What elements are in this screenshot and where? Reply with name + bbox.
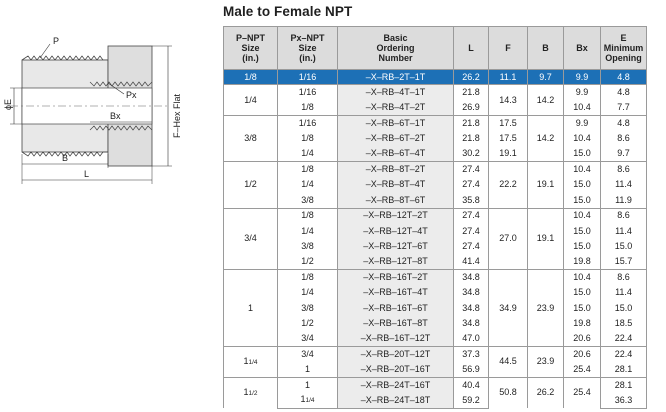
px-size-cell: 3/4 [278, 331, 338, 346]
p-size-fraction: 1/4 [248, 358, 258, 366]
f-cell: 27.0 [489, 208, 528, 270]
ordering-number-cell: –X–RB–12T–8T [338, 254, 454, 269]
l-label: L [84, 169, 90, 179]
b-label: B [62, 153, 69, 163]
px-size-cell: 1/8 [278, 270, 338, 285]
e-cell: 8.6 [601, 270, 647, 285]
l-cell: 21.8 [454, 131, 489, 146]
px-size-cell: 3/8 [278, 193, 338, 208]
f-cell: 11.1 [489, 70, 528, 85]
px-size-fraction: 1/4 [305, 397, 315, 405]
f-label: F–Hex Flat [172, 93, 182, 138]
b-cell: 9.7 [528, 70, 564, 85]
e-cell: 7.7 [601, 100, 647, 115]
l-cell: 21.8 [454, 116, 489, 131]
bx-cell: 15.0 [564, 223, 601, 238]
f-cell: 17.5 [489, 116, 528, 131]
bx-label: Bx [110, 111, 121, 121]
px-size-cell: 1/16 [278, 116, 338, 131]
bx-cell: 9.9 [564, 116, 601, 131]
table-row [224, 316, 647, 331]
header-px-npt-line3: (in.) [299, 53, 316, 63]
table-row [224, 362, 647, 377]
table-row [224, 162, 647, 177]
px-size-cell: 1/16 [278, 85, 338, 100]
header-ordering-number [338, 27, 454, 70]
bx-cell: 25.4 [564, 362, 601, 377]
header-e [601, 27, 647, 70]
px-size-cell: 3/4 [278, 347, 338, 362]
ordering-number-cell: –X–RB–12T–6T [338, 239, 454, 254]
header-p-npt-line1: P–NPT [235, 33, 265, 43]
l-cell: 27.4 [454, 239, 489, 254]
header-f: F [489, 27, 528, 70]
table-row [224, 254, 647, 269]
bx-cell: 10.4 [564, 208, 601, 223]
ordering-number-cell: –X–RB–6T–2T [338, 131, 454, 146]
bx-cell: 10.4 [564, 100, 601, 115]
table-row [224, 193, 647, 208]
l-cell: 41.4 [454, 254, 489, 269]
fitting-drawing [0, 30, 215, 185]
l-cell: 56.9 [454, 362, 489, 377]
ordering-number-cell: –X–RB–24T–18T [338, 393, 454, 408]
px-size-cell: 1/4 [278, 223, 338, 238]
l-cell: 35.8 [454, 193, 489, 208]
page-title: Male to Female NPT [223, 4, 353, 19]
bx-cell: 20.6 [564, 347, 601, 362]
header-ordering-line2: Ordering [376, 43, 415, 53]
header-p-npt [224, 27, 278, 70]
l-cell: 34.8 [454, 285, 489, 300]
table-row [224, 116, 647, 131]
b-cell: 23.9 [528, 347, 564, 378]
e-cell: 11.4 [601, 285, 647, 300]
p-size-fraction: 1/2 [248, 389, 258, 397]
ordering-number-cell: –X–RB–16T–2T [338, 270, 454, 285]
bx-cell: 19.8 [564, 254, 601, 269]
e-cell: 15.7 [601, 254, 647, 269]
l-cell: 34.8 [454, 316, 489, 331]
p-size-whole: 1 [243, 386, 249, 397]
px-size-cell: 1/16 [278, 70, 338, 85]
px-label: Px [126, 90, 137, 100]
header-px-npt-line2: Size [298, 43, 317, 53]
b-cell: 19.1 [528, 162, 564, 208]
table-row [224, 177, 647, 192]
header-b: B [528, 27, 564, 70]
l-cell: 34.8 [454, 300, 489, 315]
px-size-cell: 3/8 [278, 239, 338, 254]
l-cell: 26.2 [454, 70, 489, 85]
e-cell: 4.8 [601, 116, 647, 131]
bx-cell: 15.0 [564, 193, 601, 208]
px-size-cell [278, 393, 338, 408]
ordering-number-cell: –X–RB–6T–4T [338, 146, 454, 161]
header-p-npt-line3: (in.) [242, 53, 259, 63]
header-e-line2: Minimum [603, 43, 644, 53]
px-size-cell: 1 [278, 377, 338, 392]
bx-cell: 19.8 [564, 316, 601, 331]
header-bx: Bx [564, 27, 601, 70]
px-size-cell: 1/4 [278, 285, 338, 300]
l-cell: 34.8 [454, 270, 489, 285]
e-cell: 4.8 [601, 85, 647, 100]
e-cell: 8.6 [601, 162, 647, 177]
l-cell: 40.4 [454, 377, 489, 392]
spec-table [223, 26, 647, 409]
f-cell: 50.8 [489, 377, 528, 408]
p-size-cell: 3/4 [224, 208, 278, 270]
ordering-number-cell: –X–RB–4T–2T [338, 100, 454, 115]
table-row [224, 100, 647, 115]
e-cell: 36.3 [601, 393, 647, 408]
bx-cell: 10.4 [564, 162, 601, 177]
px-size-whole: 1 [300, 394, 306, 405]
b-cell: 19.1 [528, 208, 564, 270]
table-row [224, 331, 647, 346]
e-cell: 11.4 [601, 223, 647, 238]
bx-cell: 10.4 [564, 270, 601, 285]
l-cell: 27.4 [454, 162, 489, 177]
l-cell: 30.2 [454, 146, 489, 161]
ordering-number-cell: –X–RB–8T–2T [338, 162, 454, 177]
bx-cell: 15.0 [564, 146, 601, 161]
ordering-number-cell: –X–RB–8T–6T [338, 193, 454, 208]
table-body [224, 70, 647, 409]
header-ordering-line3: Number [378, 53, 413, 63]
table-row [224, 223, 647, 238]
px-size-cell: 1/2 [278, 254, 338, 269]
ordering-number-cell: –X–RB–20T–12T [338, 347, 454, 362]
l-cell: 27.4 [454, 223, 489, 238]
bx-cell: 15.0 [564, 177, 601, 192]
e-cell: 8.6 [601, 131, 647, 146]
ordering-number-cell: –X–RB–12T–4T [338, 223, 454, 238]
ordering-number-cell: –X–RB–20T–16T [338, 362, 454, 377]
b-cell: 23.9 [528, 270, 564, 347]
table-row [224, 70, 647, 85]
f-cell: 17.5 [489, 131, 528, 146]
p-size-cell [224, 377, 278, 408]
table-row [224, 208, 647, 223]
e-cell: 15.0 [601, 300, 647, 315]
ordering-number-cell: –X–RB–12T–2T [338, 208, 454, 223]
bx-cell: 15.0 [564, 285, 601, 300]
f-cell: 14.3 [489, 85, 528, 116]
p-label: P [53, 36, 60, 46]
p-size-cell: 1 [224, 270, 278, 347]
ordering-number-cell: –X–RB–2T–1T [338, 70, 454, 85]
px-size-cell: 1/8 [278, 162, 338, 177]
px-size-cell: 1/8 [278, 208, 338, 223]
header-p-npt-line2: Size [241, 43, 260, 53]
px-size-cell: 1/4 [278, 146, 338, 161]
p-size-whole: 1 [243, 355, 249, 366]
header-l: L [454, 27, 489, 70]
header-e-line3: Opening [605, 53, 642, 63]
p-size-cell: 1/4 [224, 85, 278, 116]
px-size-cell: 3/8 [278, 300, 338, 315]
ordering-number-cell: –X–RB–16T–8T [338, 316, 454, 331]
bx-cell: 10.4 [564, 131, 601, 146]
ordering-number-cell: –X–RB–4T–1T [338, 85, 454, 100]
ordering-number-cell: –X–RB–16T–12T [338, 331, 454, 346]
table-row [224, 300, 647, 315]
bx-cell: 25.4 [564, 377, 601, 408]
header-px-npt-line1: Px–NPT [290, 33, 325, 43]
l-cell: 47.0 [454, 331, 489, 346]
e-cell: 11.4 [601, 177, 647, 192]
p-leader [40, 44, 50, 58]
ordering-number-cell: –X–RB–6T–1T [338, 116, 454, 131]
l-cell: 37.3 [454, 347, 489, 362]
p-size-cell: 3/8 [224, 116, 278, 162]
l-cell: 21.8 [454, 85, 489, 100]
table-header-row [224, 27, 647, 70]
b-cell: 14.2 [528, 116, 564, 162]
ordering-number-cell: –X–RB–16T–6T [338, 300, 454, 315]
e-cell: 11.9 [601, 193, 647, 208]
l-cell: 59.2 [454, 393, 489, 408]
l-cell: 26.9 [454, 100, 489, 115]
e-cell: 4.8 [601, 70, 647, 85]
px-size-cell: 1 [278, 362, 338, 377]
header-px-npt [278, 27, 338, 70]
b-cell: 14.2 [528, 85, 564, 116]
table-row [224, 146, 647, 161]
f-cell: 22.2 [489, 162, 528, 208]
table-row [224, 239, 647, 254]
e-cell: 28.1 [601, 377, 647, 392]
bx-cell: 15.0 [564, 300, 601, 315]
table-row [224, 270, 647, 285]
table-row [224, 131, 647, 146]
p-size-cell [224, 347, 278, 378]
bx-cell: 9.9 [564, 85, 601, 100]
e-cell: 28.1 [601, 362, 647, 377]
px-size-cell: 1/8 [278, 131, 338, 146]
header-ordering-line1: Basic [383, 33, 408, 43]
p-size-cell: 1/2 [224, 162, 278, 208]
e-cell: 15.0 [601, 239, 647, 254]
f-cell: 34.9 [489, 270, 528, 347]
table-row [224, 347, 647, 362]
ordering-number-cell: –X–RB–24T–16T [338, 377, 454, 392]
px-size-cell: 1/2 [278, 316, 338, 331]
table-row [224, 377, 647, 392]
ordering-number-cell: –X–RB–16T–4T [338, 285, 454, 300]
e-cell: 22.4 [601, 331, 647, 346]
table-row [224, 285, 647, 300]
male-thread-top [22, 56, 108, 60]
bx-cell: 15.0 [564, 239, 601, 254]
f-cell: 19.1 [489, 146, 528, 161]
e-cell: 18.5 [601, 316, 647, 331]
table-row [224, 85, 647, 100]
bx-cell: 20.6 [564, 331, 601, 346]
b-cell: 26.2 [528, 377, 564, 408]
l-cell: 27.4 [454, 177, 489, 192]
px-size-cell: 1/8 [278, 100, 338, 115]
l-cell: 27.4 [454, 208, 489, 223]
px-size-cell: 1/4 [278, 177, 338, 192]
e-cell: 22.4 [601, 347, 647, 362]
bx-cell: 9.9 [564, 70, 601, 85]
p-size-cell: 1/8 [224, 70, 278, 85]
header-e-line1: E [620, 33, 627, 43]
e-label: ϕE [3, 98, 13, 110]
f-cell: 44.5 [489, 347, 528, 378]
ordering-number-cell: –X–RB–8T–4T [338, 177, 454, 192]
e-cell: 8.6 [601, 208, 647, 223]
e-cell: 9.7 [601, 146, 647, 161]
